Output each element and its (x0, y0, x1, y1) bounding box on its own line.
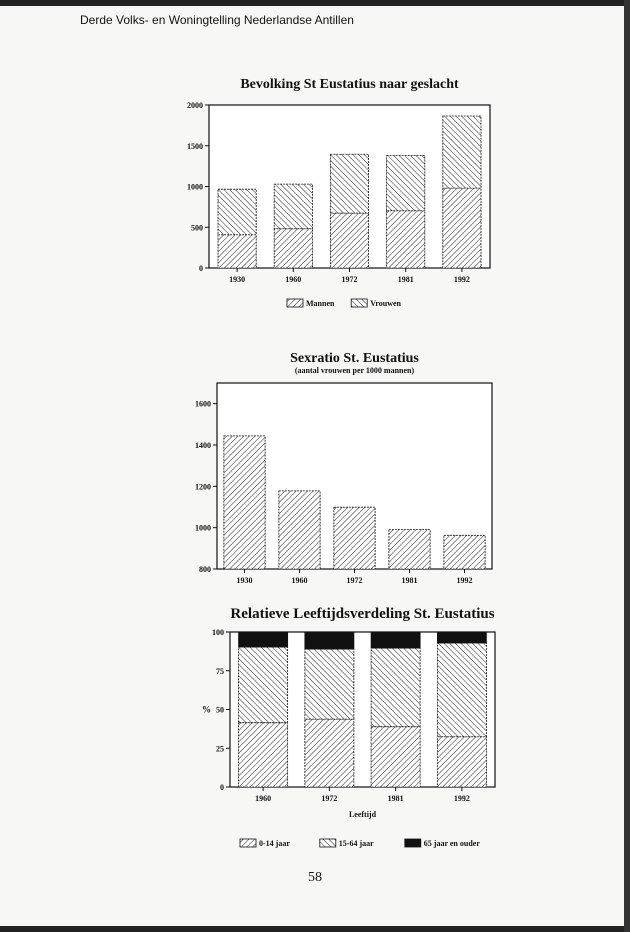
bar-15-64-jaar-1981 (371, 648, 420, 727)
y-tick-label: 800 (199, 565, 211, 574)
bar-mannen-1930 (218, 235, 256, 268)
bar-0-14-jaar-1960 (239, 723, 288, 787)
x-tick-label: 1992 (456, 576, 473, 585)
bar-15-64-jaar-1992 (437, 643, 486, 737)
scan-border-bottom (0, 926, 630, 932)
bar-1972 (334, 507, 375, 569)
legend-swatch (351, 299, 367, 307)
legend-label: 15-64 jaar (338, 839, 374, 848)
bar-65-jaar-en-ouder-1981 (371, 632, 420, 648)
x-tick-label: 1981 (397, 275, 414, 284)
bar-1992 (444, 535, 485, 569)
legend-label: 65 jaar en ouder (423, 839, 480, 848)
bar-65-jaar-en-ouder-1972 (305, 632, 354, 649)
x-tick-label: 1992 (453, 275, 470, 284)
y-tick-label: 2000 (187, 101, 203, 110)
bar-vrouwen-1930 (218, 189, 256, 235)
legend-label: Mannen (306, 299, 335, 308)
bar-15-64-jaar-1960 (239, 647, 288, 723)
y-tick-label: 1200 (195, 482, 211, 492)
y-tick-label: 500 (191, 223, 203, 233)
y-tick-label: 0 (199, 264, 203, 273)
legend-swatch (240, 839, 256, 847)
bar-mannen-1981 (387, 211, 425, 268)
bar-vrouwen-1992 (443, 116, 481, 188)
y-tick-label: 25 (216, 744, 224, 754)
chart-title: Bevolking St Eustatius naar geslacht (240, 77, 459, 92)
y-tick-label: 100 (212, 628, 224, 637)
legend-label: Vrouwen (370, 299, 402, 308)
bar-vrouwen-1972 (330, 154, 368, 213)
y-tick-label: 50 (216, 705, 224, 715)
bar-1981 (389, 530, 430, 569)
chart-title: Relatieve Leeftijdsverdeling St. Eustatius (230, 606, 495, 622)
bar-0-14-jaar-1981 (371, 727, 420, 787)
bar-65-jaar-en-ouder-1960 (239, 632, 288, 647)
x-tick-label: 1960 (255, 794, 272, 803)
bar-65-jaar-en-ouder-1992 (437, 632, 486, 643)
bar-0-14-jaar-1992 (437, 737, 486, 787)
x-tick-label: 1981 (401, 576, 418, 585)
legend-swatch (287, 299, 303, 307)
x-tick-label: 1960 (291, 576, 308, 585)
y-tick-label: 1000 (195, 523, 211, 533)
bar-1960 (279, 491, 320, 569)
chart-relative-age-distribution (0, 590, 630, 870)
y-axis-label: % (202, 704, 211, 715)
chart-subtitle: (aantal vrouwen per 1000 mannen) (294, 366, 415, 375)
chart-title: Sexratio St. Eustatius (290, 351, 419, 366)
y-tick-label: 1600 (195, 399, 211, 409)
x-tick-label: 1972 (346, 576, 363, 585)
x-tick-label: 1972 (341, 275, 358, 284)
bar-mannen-1992 (443, 188, 481, 268)
legend-label: 0-14 jaar (259, 839, 290, 848)
page-number: 58 (308, 870, 322, 885)
legend-swatch (405, 839, 421, 847)
legend-swatch (320, 839, 336, 847)
x-tick-label: 1981 (387, 794, 404, 803)
x-tick-label: 1930 (229, 275, 246, 284)
bar-1930 (224, 436, 265, 569)
x-axis-label: Leeftijd (348, 810, 377, 819)
bar-mannen-1972 (330, 213, 368, 268)
bar-15-64-jaar-1972 (305, 649, 354, 719)
running-header: Derde Volks- en Woningtelling Nederlandse Antillen (80, 13, 354, 27)
x-tick-label: 1960 (285, 275, 302, 284)
x-tick-label: 1992 (453, 794, 470, 803)
bar-vrouwen-1981 (387, 156, 425, 211)
y-tick-label: 0 (220, 783, 224, 792)
chart-population-by-sex (0, 0, 630, 320)
y-tick-label: 1500 (187, 141, 203, 151)
x-tick-label: 1972 (321, 794, 338, 803)
bar-0-14-jaar-1972 (305, 719, 354, 787)
bar-mannen-1960 (274, 229, 312, 268)
y-tick-label: 1000 (187, 182, 203, 192)
chart-sex-ratio (0, 340, 630, 600)
y-tick-label: 75 (216, 666, 224, 676)
y-tick-label: 1400 (195, 441, 211, 450)
bar-vrouwen-1960 (274, 184, 312, 229)
x-tick-label: 1930 (236, 576, 253, 585)
